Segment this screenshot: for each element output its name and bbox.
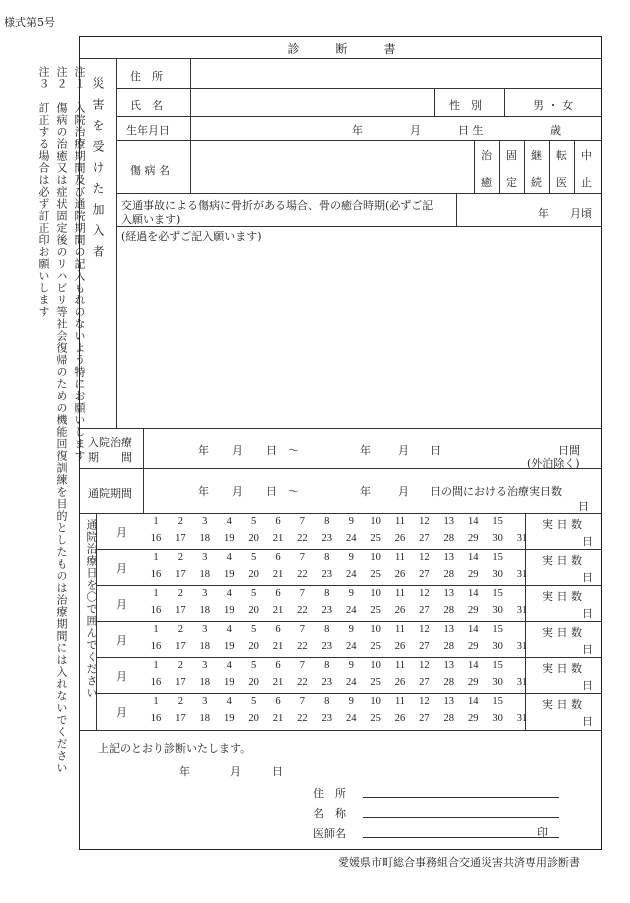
calendar-day[interactable]: 27 [419, 605, 430, 616]
calendar-day[interactable]: 3 [202, 624, 208, 635]
calendar-day[interactable]: 10 [370, 588, 381, 599]
outpatient-year-unit: 年 [198, 485, 209, 498]
calendar-day[interactable]: 31 [516, 605, 528, 616]
outcome-transfer-2: 医 [556, 176, 567, 189]
fracture-note-line2: 入願います) [121, 213, 181, 226]
calendar-month-label: 月 [116, 562, 127, 575]
inpatient-tilde: ～ [288, 444, 299, 457]
actual-days-label: 実 日 数 [542, 626, 582, 639]
sign-day-unit: 日 [272, 765, 283, 778]
calendar-day[interactable]: 15 [492, 624, 503, 635]
calendar-day[interactable]: 9 [348, 624, 354, 635]
calendar-day[interactable]: 4 [226, 588, 232, 599]
note-1: 注１ 入院治療期間及び通院期間の記入もれのないよう特にお願いします [73, 66, 86, 462]
calendar-day[interactable]: 24 [345, 533, 357, 544]
calendar-day[interactable]: 29 [467, 713, 479, 724]
calendar-day[interactable]: 27 [419, 533, 430, 544]
calendar-day[interactable]: 30 [492, 569, 503, 580]
outpatient-label: 通院期間 [88, 487, 132, 500]
calendar-day[interactable]: 15 [492, 696, 503, 707]
sex-label: 性 別 [449, 99, 482, 112]
outpatient-tilde: ～ [288, 485, 299, 498]
sex-options[interactable]: 男 ・ 女 [533, 99, 573, 112]
calendar-day[interactable]: 26 [394, 569, 406, 580]
calendar-month-label: 月 [116, 598, 127, 611]
outcome-cured-1: 治 [481, 149, 492, 162]
calendar-day[interactable]: 4 [226, 624, 232, 635]
inpatient-label-2: 期 間 [88, 451, 132, 464]
calendar-day[interactable]: 3 [202, 552, 208, 563]
calendar-day[interactable]: 8 [324, 660, 330, 671]
calendar-day[interactable]: 17 [175, 713, 186, 724]
calendar-day[interactable]: 25 [370, 533, 381, 544]
calendar-day[interactable]: 12 [419, 624, 430, 635]
calendar-day[interactable]: 15 [492, 552, 503, 563]
calendar-day[interactable]: 13 [443, 516, 455, 527]
outcome-continue-2: 続 [531, 176, 542, 189]
calendar-day[interactable]: 21 [272, 533, 284, 544]
calendar-day[interactable]: 1 [153, 696, 159, 707]
calendar-day[interactable]: 2 [177, 516, 184, 527]
calendar-day[interactable]: 6 [275, 696, 281, 707]
calendar-day[interactable]: 11 [394, 696, 406, 707]
actual-days-unit: 日 [582, 607, 593, 620]
calendar-day[interactable]: 21 [272, 713, 284, 724]
calendar-day[interactable]: 3 [202, 588, 208, 599]
calendar-day[interactable]: 1 [153, 588, 159, 599]
calendar-day[interactable]: 8 [324, 552, 330, 563]
note-3: 注３ 訂正する場合は必ず訂正印お願いします [37, 66, 50, 318]
calendar-day[interactable]: 31 [516, 533, 528, 544]
calendar-day[interactable]: 7 [299, 552, 306, 563]
calendar-day[interactable]: 17 [175, 641, 186, 652]
calendar-day[interactable]: 2 [177, 660, 184, 671]
calendar-day[interactable]: 28 [443, 533, 455, 544]
calendar-day[interactable]: 20 [248, 713, 259, 724]
calendar-day[interactable]: 24 [345, 677, 357, 688]
calendar-day[interactable]: 26 [394, 533, 406, 544]
calendar-day[interactable]: 19 [223, 713, 235, 724]
calendar-day[interactable]: 30 [492, 533, 503, 544]
fracture-year-unit: 年 [538, 207, 549, 220]
calendar-day[interactable]: 20 [248, 533, 259, 544]
calendar-day[interactable]: 7 [299, 624, 306, 635]
calendar-day[interactable]: 7 [299, 696, 306, 707]
calendar-day[interactable]: 15 [492, 660, 503, 671]
calendar-day[interactable]: 27 [419, 641, 430, 652]
calendar-day[interactable]: 8 [324, 624, 330, 635]
calendar-day[interactable]: 11 [394, 588, 406, 599]
calendar-day[interactable]: 8 [324, 588, 330, 599]
calendar-day[interactable]: 30 [492, 713, 503, 724]
calendar-day[interactable]: 31 [516, 569, 528, 580]
calendar-day[interactable]: 31 [516, 641, 528, 652]
outpatient-summary: 日の間における治療実日数 [430, 485, 562, 498]
calendar-day[interactable]: 18 [199, 605, 211, 616]
calendar-day[interactable]: 24 [345, 713, 357, 724]
calendar-day[interactable]: 25 [370, 713, 381, 724]
calendar-day[interactable]: 15 [492, 588, 503, 599]
calendar-day[interactable]: 25 [370, 677, 381, 688]
seal-mark: 印 [537, 826, 548, 839]
calendar-day[interactable]: 14 [467, 516, 479, 527]
calendar-day[interactable]: 7 [299, 516, 306, 527]
clinic-address-field[interactable] [363, 797, 559, 798]
calendar-day[interactable]: 29 [467, 641, 479, 652]
actual-days-label: 実 日 数 [542, 554, 582, 567]
calendar-day[interactable]: 4 [226, 696, 232, 707]
page-title: 診 断 書 [287, 42, 396, 56]
calendar-day[interactable]: 15 [492, 516, 503, 527]
fracture-month-unit: 月頃 [570, 207, 592, 220]
calendar-day[interactable]: 18 [199, 713, 211, 724]
actual-days-label: 実 日 数 [542, 590, 582, 603]
outcome-transfer-1: 転 [556, 149, 567, 162]
calendar-day[interactable]: 5 [250, 588, 257, 599]
age-unit: 歳 [550, 124, 561, 137]
injury-name-field[interactable] [192, 143, 472, 191]
calendar-day[interactable]: 31 [516, 677, 528, 688]
inpatient-excl: (外泊除く) [527, 457, 580, 470]
birth-year-unit: 年 [352, 124, 363, 137]
calendar-day[interactable]: 30 [492, 677, 503, 688]
outpatient-month-unit-2: 月 [398, 485, 409, 498]
course-textarea[interactable] [120, 243, 598, 425]
calendar-day[interactable]: 14 [467, 696, 479, 707]
calendar-day[interactable]: 29 [467, 533, 479, 544]
calendar-day[interactable]: 28 [443, 677, 455, 688]
calendar-day[interactable]: 12 [419, 516, 430, 527]
calendar-day[interactable]: 10 [370, 552, 381, 563]
calendar-day[interactable]: 19 [223, 641, 235, 652]
calendar-day[interactable]: 6 [275, 588, 281, 599]
calendar-day[interactable]: 20 [248, 569, 259, 580]
calendar-day[interactable]: 25 [370, 605, 381, 616]
calendar-day[interactable]: 22 [297, 677, 308, 688]
doctor-name-field[interactable] [363, 837, 559, 838]
birth-day-unit: 日 生 [458, 124, 484, 137]
calendar-day[interactable]: 22 [297, 641, 308, 652]
calendar-day[interactable]: 7 [299, 588, 306, 599]
calendar-day[interactable]: 21 [272, 677, 284, 688]
calendar-day[interactable]: 2 [177, 696, 184, 707]
calendar-day[interactable]: 11 [394, 624, 406, 635]
calendar-day[interactable]: 4 [226, 516, 232, 527]
injury-name-label: 傷 病 名 [130, 164, 170, 177]
calendar-day[interactable]: 13 [443, 696, 455, 707]
calendar-day[interactable]: 18 [199, 677, 211, 688]
calendar-day[interactable]: 30 [492, 641, 503, 652]
calendar-day[interactable]: 22 [297, 713, 308, 724]
calendar-day[interactable]: 23 [321, 677, 333, 688]
outcome-fixed-2: 定 [506, 176, 517, 189]
address-label: 住 所 [130, 70, 163, 83]
actual-days-label: 実 日 数 [542, 518, 582, 531]
calendar-day[interactable]: 23 [321, 641, 333, 652]
calendar-day[interactable]: 9 [348, 660, 354, 671]
calendar-day[interactable]: 28 [443, 713, 455, 724]
calendar-day[interactable]: 20 [248, 605, 259, 616]
calendar-day[interactable]: 17 [175, 533, 186, 544]
calendar-month-label: 月 [116, 706, 127, 719]
calendar-day[interactable]: 16 [150, 677, 162, 688]
calendar-day[interactable]: 1 [153, 624, 159, 635]
calendar-day[interactable]: 19 [223, 677, 235, 688]
notes-column [26, 66, 86, 774]
calendar-day[interactable]: 27 [419, 713, 430, 724]
fracture-note-line1: 交通事故による傷病に骨折がある場合、骨の癒合時期(必ずご記 [121, 199, 434, 212]
calendar-day[interactable]: 28 [443, 641, 455, 652]
calendar-day[interactable]: 16 [150, 641, 162, 652]
calendar-day[interactable]: 10 [370, 660, 381, 671]
actual-days-unit: 日 [582, 535, 593, 548]
calendar-day[interactable]: 8 [324, 696, 330, 707]
calendar-day[interactable]: 1 [153, 660, 159, 671]
calendar-day[interactable]: 5 [250, 552, 257, 563]
diagnosis-form [79, 36, 602, 850]
calendar-day[interactable]: 20 [248, 677, 259, 688]
birth-month-unit: 月 [410, 124, 421, 137]
calendar-month-label: 月 [116, 670, 127, 683]
calendar-day[interactable]: 18 [199, 569, 211, 580]
calendar-day[interactable]: 14 [467, 552, 479, 563]
inpatient-day-unit-2: 日 [430, 444, 441, 457]
calendar-day[interactable]: 31 [516, 713, 528, 724]
calendar-day[interactable]: 28 [443, 605, 455, 616]
calendar-day[interactable]: 14 [467, 624, 479, 635]
calendar-day[interactable]: 2 [177, 552, 184, 563]
calendar-day[interactable]: 16 [150, 569, 162, 580]
calendar-day[interactable]: 29 [467, 677, 479, 688]
calendar-day[interactable]: 17 [175, 677, 186, 688]
form-number-label: 様式第5号 [4, 16, 55, 29]
patient-section-label: 災害を受けた加入者 [91, 77, 105, 266]
calendar-day[interactable]: 26 [394, 641, 406, 652]
calendar-day[interactable]: 16 [150, 713, 162, 724]
outpatient-day-unit: 日 [266, 485, 277, 498]
outcome-fixed-1: 固 [506, 149, 517, 162]
calendar-day[interactable]: 22 [297, 569, 308, 580]
calendar-day[interactable]: 9 [348, 516, 354, 527]
calendar-day[interactable]: 24 [345, 605, 357, 616]
clinic-address-label: 住 所 [313, 787, 346, 800]
calendar-day[interactable]: 1 [153, 516, 159, 527]
inpatient-month-unit: 月 [232, 444, 243, 457]
address-field[interactable] [192, 60, 600, 87]
calendar-day[interactable]: 25 [370, 641, 381, 652]
calendar-day[interactable]: 10 [370, 696, 381, 707]
calendar-day[interactable]: 10 [370, 624, 381, 635]
calendar-day[interactable]: 6 [275, 660, 281, 671]
calendar-month-label: 月 [116, 526, 127, 539]
calendar-day[interactable]: 16 [150, 605, 162, 616]
calendar-day[interactable]: 12 [419, 552, 430, 563]
calendar-day[interactable]: 7 [299, 660, 306, 671]
outcome-continue-1: 継 [531, 149, 542, 162]
calendar-day[interactable]: 30 [492, 605, 503, 616]
calendar-day[interactable]: 17 [175, 605, 186, 616]
calendar-day[interactable]: 4 [226, 552, 232, 563]
calendar-day[interactable]: 3 [202, 516, 208, 527]
calendar-day[interactable]: 3 [202, 660, 208, 671]
calendar-day[interactable]: 14 [467, 660, 479, 671]
outpatient-year-unit-2: 年 [360, 485, 371, 498]
calendar-day[interactable]: 20 [248, 641, 259, 652]
inpatient-label-1: 入院治療 [88, 436, 132, 449]
calendar-day[interactable]: 19 [223, 605, 235, 616]
calendar-day[interactable]: 11 [394, 552, 406, 563]
calendar-day[interactable]: 13 [443, 552, 455, 563]
clinic-name-field[interactable] [363, 817, 559, 818]
inpatient-year-unit: 年 [198, 444, 209, 457]
calendar-day[interactable]: 29 [467, 569, 479, 580]
calendar-day[interactable]: 11 [394, 516, 406, 527]
calendar-day[interactable]: 14 [467, 588, 479, 599]
calendar-day[interactable]: 5 [250, 660, 257, 671]
calendar-day[interactable]: 2 [177, 624, 184, 635]
calendar-day[interactable]: 11 [394, 660, 406, 671]
outcome-stop-1: 中 [581, 149, 592, 162]
actual-days-label: 実 日 数 [542, 662, 582, 675]
sign-year-unit: 年 [179, 765, 190, 778]
calendar-day[interactable]: 21 [272, 569, 284, 580]
calendar-day[interactable]: 6 [275, 516, 281, 527]
actual-days-unit: 日 [582, 643, 593, 656]
outpatient-unit: 日 [578, 500, 589, 513]
note-2: 注２ 傷病の治癒又は症状固定後のリハビリ等社会復帰のための機能回復訓練を目的としたものは治療期間には入れないでください [55, 66, 68, 774]
calendar-day[interactable]: 29 [467, 605, 479, 616]
sign-month-unit: 月 [230, 765, 241, 778]
actual-days-unit: 日 [582, 571, 593, 584]
calendar-side-label: 通院治療日を〇で囲んでください [85, 519, 98, 699]
inpatient-day-unit: 日 [266, 444, 277, 457]
calendar-day[interactable]: 16 [150, 533, 162, 544]
calendar-day[interactable]: 27 [419, 569, 430, 580]
outcome-cured-2: 癒 [481, 176, 492, 189]
calendar-day[interactable]: 18 [199, 533, 211, 544]
calendar-day[interactable]: 12 [419, 696, 430, 707]
calendar-day[interactable]: 23 [321, 605, 333, 616]
calendar-day[interactable]: 26 [394, 677, 406, 688]
calendar-day[interactable]: 3 [202, 696, 208, 707]
calendar-day[interactable]: 26 [394, 713, 406, 724]
outcome-stop-2: 止 [581, 176, 592, 189]
inpatient-days-unit: 日間 [558, 444, 580, 457]
calendar-day[interactable]: 23 [321, 713, 333, 724]
calendar-day[interactable]: 2 [177, 588, 184, 599]
calendar-day[interactable]: 1 [153, 552, 159, 563]
calendar-day[interactable]: 17 [175, 569, 186, 580]
calendar-day[interactable]: 21 [272, 605, 284, 616]
calendar-day[interactable]: 18 [199, 641, 211, 652]
inpatient-year-unit-2: 年 [360, 444, 371, 457]
calendar-day[interactable]: 6 [275, 552, 281, 563]
calendar-day[interactable]: 4 [226, 660, 232, 671]
actual-days-label: 実 日 数 [542, 698, 582, 711]
calendar-day[interactable]: 28 [443, 569, 455, 580]
calendar-day[interactable]: 24 [345, 641, 357, 652]
calendar-day[interactable]: 12 [419, 660, 430, 671]
calendar-day[interactable]: 9 [348, 588, 354, 599]
calendar-day[interactable]: 5 [250, 696, 257, 707]
calendar-day[interactable]: 8 [324, 516, 330, 527]
calendar-day[interactable]: 23 [321, 569, 333, 580]
calendar-day[interactable]: 10 [370, 516, 381, 527]
calendar-day[interactable]: 9 [348, 552, 354, 563]
calendar-day[interactable]: 19 [223, 533, 235, 544]
clinic-name-label: 名 称 [313, 807, 346, 820]
calendar-day[interactable]: 9 [348, 696, 354, 707]
calendar-day[interactable]: 13 [443, 588, 455, 599]
calendar-day[interactable]: 22 [297, 533, 308, 544]
course-note: (経過を必ずご記入願います) [121, 230, 262, 243]
calendar-day[interactable]: 21 [272, 641, 284, 652]
calendar-day[interactable]: 27 [419, 677, 430, 688]
calendar-day[interactable]: 25 [370, 569, 381, 580]
calendar-day[interactable]: 22 [297, 605, 308, 616]
calendar-day[interactable]: 5 [250, 516, 257, 527]
calendar-day[interactable]: 13 [443, 624, 455, 635]
calendar-day[interactable]: 26 [394, 605, 406, 616]
calendar-day[interactable]: 23 [321, 533, 333, 544]
calendar-month-label: 月 [116, 634, 127, 647]
calendar-day[interactable]: 24 [345, 569, 357, 580]
actual-days-unit: 日 [582, 679, 593, 692]
calendar-day[interactable]: 13 [443, 660, 455, 671]
footer-text: 愛媛県市町総合事務組合交通災害共済専用診断書 [338, 856, 580, 869]
calendar-day[interactable]: 19 [223, 569, 235, 580]
birthdate-label: 生年月日 [126, 124, 170, 137]
calendar-day[interactable]: 12 [419, 588, 430, 599]
calendar-day[interactable]: 5 [250, 624, 257, 635]
statement: 上記のとおり診断いたします。 [98, 742, 252, 755]
actual-days-unit: 日 [582, 715, 593, 728]
name-field[interactable] [192, 90, 432, 116]
name-label: 氏 名 [130, 99, 163, 112]
doctor-name-label: 医師名 [313, 827, 346, 840]
outpatient-month-unit: 月 [232, 485, 243, 498]
calendar-day[interactable]: 6 [275, 624, 281, 635]
inpatient-month-unit-2: 月 [398, 444, 409, 457]
